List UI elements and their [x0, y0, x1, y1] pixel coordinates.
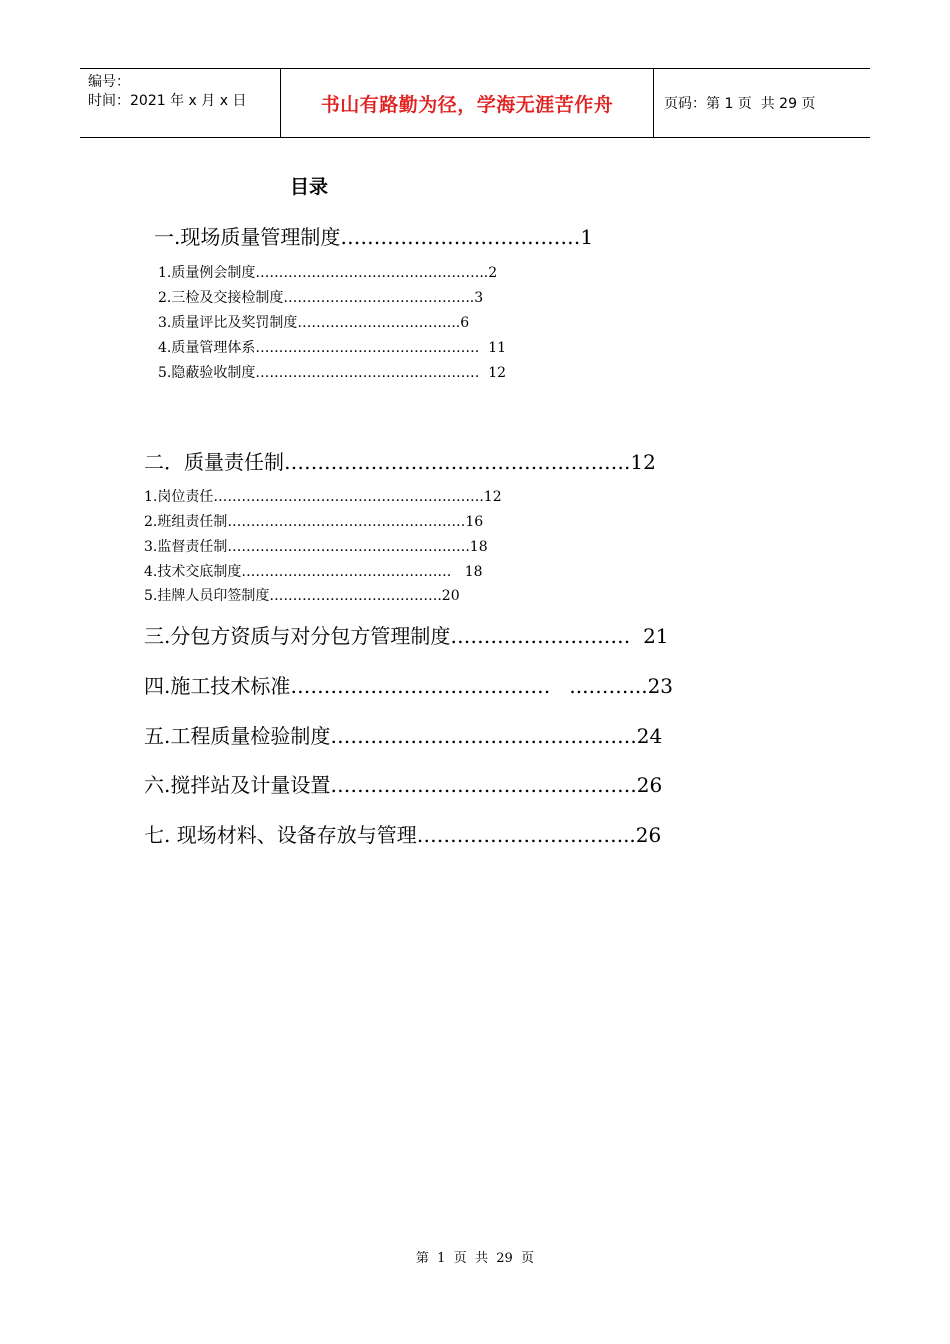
- toc-section-4: 四.施工技术标准………………………………… ...……...23: [144, 674, 674, 698]
- toc-title: 目录: [290, 176, 329, 198]
- toc-item: 5.隐蔽验收制度………………………………………… 12: [158, 365, 507, 381]
- toc-section-3: 三.分包方资质与对分包方管理制度……………………… 21: [144, 624, 669, 648]
- number-label: 编号：: [88, 74, 130, 90]
- header-motto: 书山有路勤为径，学海无涯苦作舟: [281, 69, 654, 137]
- toc-item: 1.质量例会制度…………………………………………..2: [158, 265, 498, 281]
- toc-section-5: 五.工程质量检验制度……………………………………….24: [144, 724, 663, 748]
- document-header: [80, 68, 870, 138]
- header-page-cell: [654, 69, 870, 137]
- toc-item: 3.监督责任制…………………………………………….18: [144, 539, 488, 555]
- toc-item: 3.质量评比及奖罚制度……………………………..6: [158, 315, 470, 331]
- toc-item: 4.技术交底制度……………………………………… 18: [144, 564, 483, 580]
- toc-item: 2.班组责任制……………………………………………16: [144, 514, 484, 530]
- toc-section-2: 二．质量责任制…………………………………………….12: [144, 450, 656, 474]
- toc-section-7: 七. 现场材料、设备存放与管理…………………………...26: [144, 823, 662, 847]
- toc-item: 4.质量管理体系………………………………………… 11: [158, 340, 507, 356]
- toc-section-1: 一.现场质量管理制度………………………………1: [154, 225, 594, 249]
- toc-section-6: 六.搅拌站及计量设置……………………………………….26: [144, 773, 663, 797]
- page-footer: 第 1 页 共 29 页: [415, 1251, 535, 1266]
- toc-item: 5.挂牌人员印签制度……………………………….20: [144, 588, 460, 604]
- toc-item: 2.三检及交接检制度…………………………………..3: [158, 290, 484, 306]
- time-label: 时间：2021 年 x 月 x 日: [88, 93, 247, 109]
- page-label: 页码：第 1 页 共 29 页: [664, 96, 816, 112]
- toc-item: 1.岗位责任………………………………………………….12: [144, 489, 502, 505]
- header-info-cell: [80, 69, 281, 137]
